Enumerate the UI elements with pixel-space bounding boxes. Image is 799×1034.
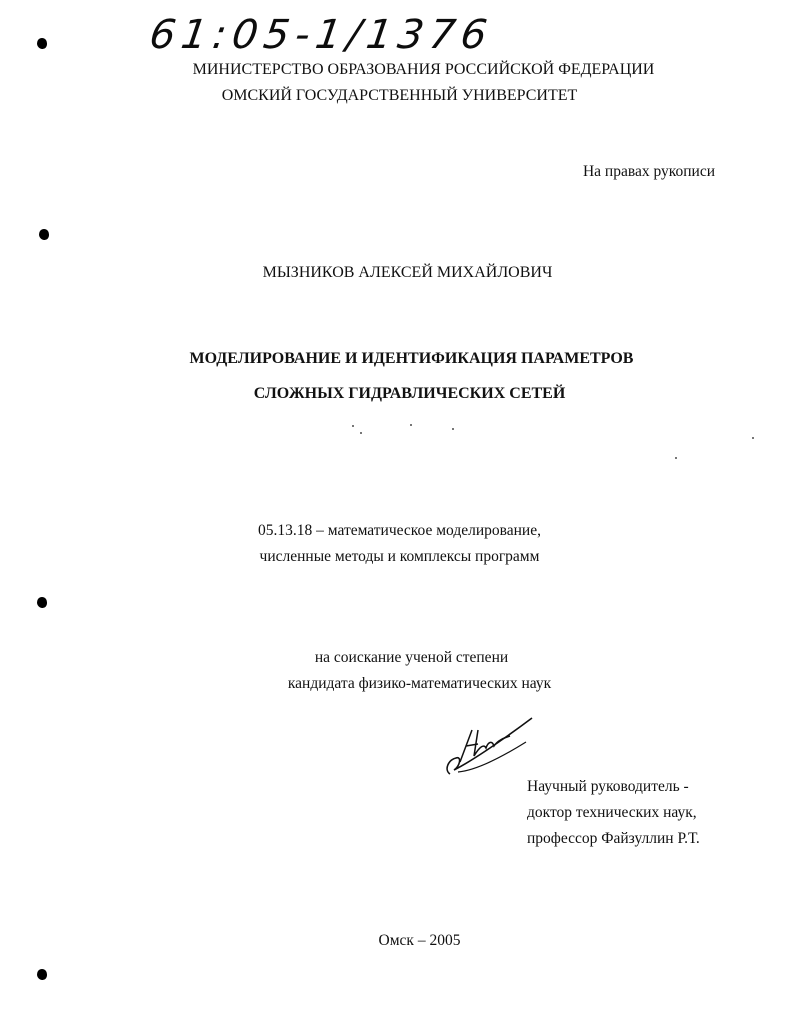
registry-number: 61:05-1/1376 [146,12,496,58]
thesis-title-line-1: МОДЕЛИРОВАНИЕ И ИДЕНТИФИКАЦИЯ ПАРАМЕТРОВ [189,350,634,367]
scan-speck [752,437,754,439]
degree-line-1: на соискание ученой степени [314,649,509,666]
ministry-name: МИНИСТЕРСТВО ОБРАЗОВАНИЯ РОССИЙСКОЙ ФЕДЕРАЦИИ [192,61,655,78]
supervisor-name: профессор Файзуллин Р.Т. [527,830,700,847]
scan-speck [410,424,412,426]
scan-speck [675,457,677,459]
specialty-line-2: численные методы и комплексы программ [259,548,540,565]
supervisor-degree: доктор технических наук, [527,804,697,821]
punch-hole-icon [37,38,47,49]
thesis-title-line-2: СЛОЖНЫХ ГИДРАВЛИЧЕСКИХ СЕТЕЙ [253,385,566,402]
university-name: ОМСКИЙ ГОСУДАРСТВЕННЫЙ УНИВЕРСИТЕТ [221,87,578,104]
rights-notice: На правах рукописи [582,163,715,180]
scan-speck [360,432,362,434]
specialty-line-1: 05.13.18 – математическое моделирование, [258,522,541,539]
scan-speck [352,425,354,427]
punch-hole-icon [37,597,47,608]
degree-line-2: кандидата физико-математических наук [287,675,552,692]
city-year: Омск – 2005 [378,932,461,949]
scan-speck [452,428,454,430]
author-name: МЫЗНИКОВ АЛЕКСЕЙ МИХАЙЛОВИЧ [262,264,553,281]
punch-hole-icon [39,229,49,240]
handwritten-signature-icon [440,712,540,782]
supervisor-label: Научный руководитель - [527,778,689,795]
punch-hole-icon [37,969,47,980]
